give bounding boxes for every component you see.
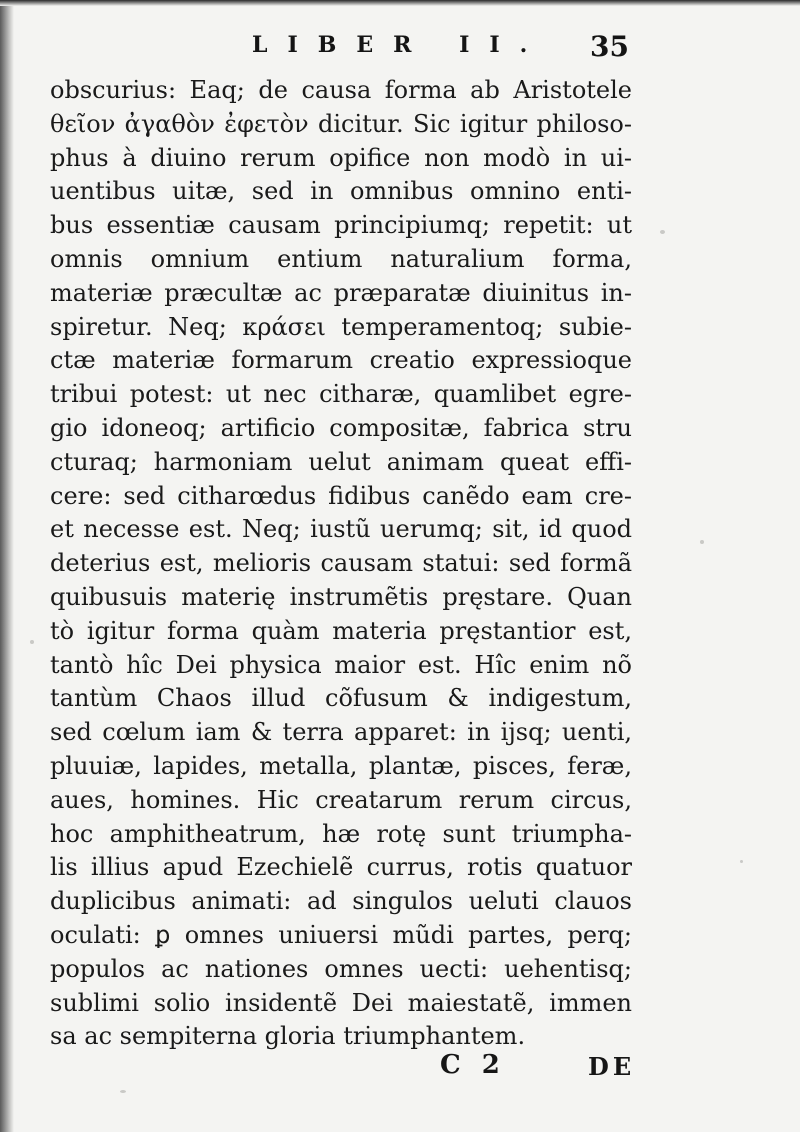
text-line: ctæ materiæ formarum creatio expressioque — [50, 346, 632, 375]
text-line: bus essentiæ causam principiumq; repetit: ut — [50, 211, 632, 240]
page-footer — [0, 1046, 800, 1086]
paper-speck — [660, 230, 665, 234]
body-text — [50, 74, 632, 1054]
text-line: et necesse est. Neq; iustũ uerumq; sit, id quod — [50, 515, 632, 544]
paper-speck — [30, 640, 34, 644]
paper-speck — [700, 540, 704, 544]
paper-speck — [120, 1090, 126, 1093]
text-line: omnis omnium entium naturalium forma, — [50, 244, 632, 273]
paper-speck — [740, 860, 743, 863]
text-line: sed cœlum iam & terra apparet: in ijsq; uenti, — [50, 718, 632, 747]
text-line: pluuiæ, lapides, metalla, plantæ, pisces, feræ, — [50, 751, 632, 780]
text-line: duplicibus animati: ad singulos ueluti clauos — [50, 887, 632, 916]
text-line: obscurius: Eaq; de causa forma ab Aristotele — [50, 76, 632, 104]
text-line: sa ac sempiterna gloria triumphantem. — [50, 1022, 526, 1051]
gutter-shadow — [0, 0, 14, 1132]
text-line: hoc amphitheatrum, hæ rotę sunt triumpha- — [50, 819, 632, 848]
text-line: deterius est, melioris causam statui: sed formã — [50, 549, 632, 578]
running-head-title: LIBER II. — [252, 32, 548, 58]
text-line: oculati: ꝑ omnes uniuersi mũdi partes, perq; — [50, 920, 632, 949]
running-head — [0, 30, 800, 70]
text-line: tribui potest: ut nec citharæ, quamlibet egre- — [50, 380, 632, 409]
text-line: phus à diuino rerum opifice non modò in ui- — [50, 143, 632, 172]
text-line: materiæ præcultæ ac præparatæ diuinitus in- — [50, 278, 632, 307]
page-top-edge — [0, 0, 800, 6]
catchword: DE — [588, 1052, 636, 1081]
text-line: quibusuis materię instrumẽtis pręstare. Quan — [50, 582, 632, 611]
page-number: 35 — [590, 30, 629, 63]
text-line: tò igitur forma quàm materia pręstantior est, — [50, 616, 632, 645]
text-line: populos ac nationes omnes uecti: uehentisq; — [50, 954, 632, 983]
text-line: θεῖον ἀγαθὸν ἐφετὸν dicitur. Sic igitur philoso- — [50, 109, 632, 138]
text-line: uentibus uitæ, sed in omnibus omnino enti- — [50, 177, 632, 206]
text-line: lis illius apud Ezechielẽ currus, rotis quatuor — [50, 853, 632, 882]
text-line: spiretur. Neq; κράσει temperamentoq; subie- — [50, 312, 632, 341]
text-line: tantò hîc Dei physica maior est. Hîc enim nõ — [50, 650, 632, 679]
text-line: cere: sed citharœdus fidibus canẽdo eam cre- — [50, 481, 632, 510]
text-line: gio idoneoq; artificio compositæ, fabrica stru — [50, 413, 632, 442]
signature-mark: C 2 — [440, 1050, 500, 1080]
text-line: cturaq; harmoniam uelut animam queat effi- — [50, 447, 632, 476]
text-line: sublimi solio insidentẽ Dei maiestatẽ, immen — [50, 988, 632, 1017]
text-line: aues, homines. Hic creatarum rerum circus, — [50, 785, 632, 814]
text-line: tantùm Chaos illud cõfusum & indigestum, — [50, 684, 632, 713]
